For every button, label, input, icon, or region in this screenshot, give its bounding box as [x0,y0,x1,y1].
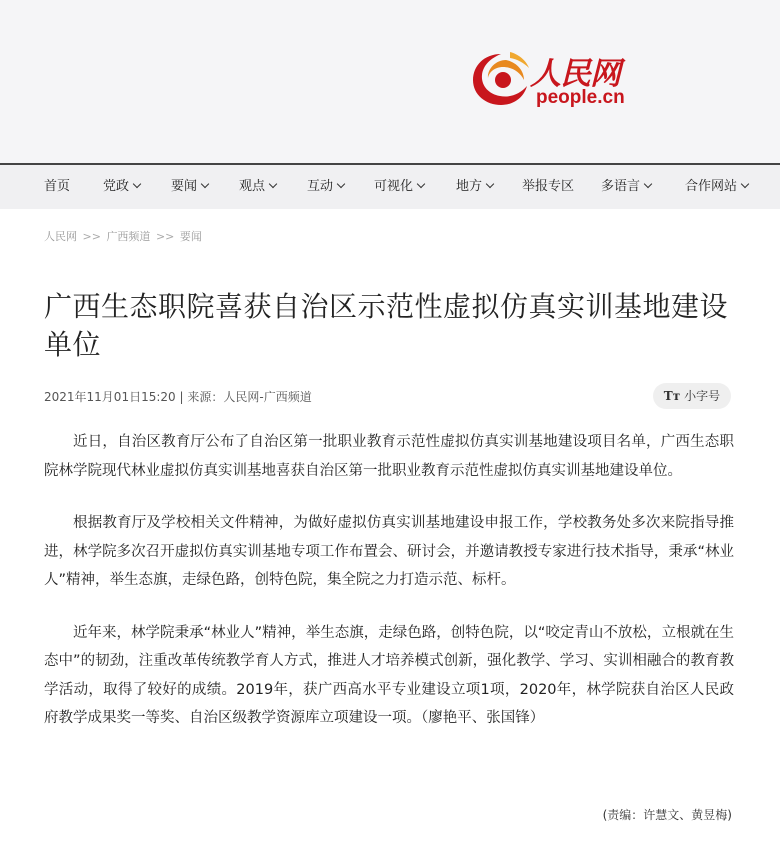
chevron-down-icon [269,180,277,188]
logo-chinese-text: 人民网 [530,56,620,92]
nav-item-party-government[interactable] [103,165,140,209]
breadcrumb-link-people[interactable]: 人民网 [44,230,77,243]
nav-item-home[interactable] [44,165,70,209]
people-cn-logo[interactable] [470,48,645,110]
nav-label: 合作网站 [685,179,738,194]
nav-item-visualization[interactable] [374,165,424,209]
article-paragraph: 根据教育厅及学校相关文件精神，为做好虚拟仿真实训基地建设申报工作，学校教务处多次来院指导推进，林学院多次召开虚拟仿真实训基地专项工作布置会、研讨会，并邀请教授专家进行技术指导，秉承“林业人”精神，举生态旗，走绿色路，创特色院，集全院之力打造示范、标杆。 [44,515,734,588]
article-editor: (责编：许慧文、黄昱梅) [602,808,732,822]
logo-english-text: people.cn [536,87,625,108]
font-size-label: 小字号 [684,389,721,403]
header-banner [0,0,780,163]
chevron-down-icon [741,180,749,188]
article-paragraph: 近年来，林学院秉承“林业人”精神，举生态旗，走绿色路，创特色院，以“咬定青山不放松，立根就在生态中”的韧劲，注重改革传统教学育人方式，推进人才培养模式创新，强化教学、学习、实训相融合的教育教学活动，取得了较好的成绩。2019年，获广西高水平专业建设立项1项，2020年，林学院获自治区人民政府教学成果奖一等奖、自治区级教学资源库立项建设一项。（廖艳平、张国锋） [44,624,734,726]
nav-item-opinion[interactable] [239,165,276,209]
main-navigation [0,163,780,209]
breadcrumb-separator: >> [155,230,175,243]
chevron-down-icon [644,180,652,188]
font-size-icon: Tт [663,389,681,403]
people-logo-mark-icon [470,50,532,108]
article-source: | 来源：人民网-广西频道 [179,390,312,404]
nav-item-local[interactable] [456,165,493,209]
breadcrumb-link-news[interactable]: 要闻 [179,230,202,243]
nav-label: 观点 [239,179,266,194]
font-size-button[interactable] [653,383,731,409]
nav-label: 首页 [44,179,71,194]
chevron-down-icon [486,180,494,188]
chevron-down-icon [133,180,141,188]
nav-item-languages[interactable] [601,165,651,209]
nav-item-partner-sites[interactable] [685,165,748,209]
nav-item-news[interactable] [171,165,208,209]
nav-label: 举报专区 [522,179,575,194]
breadcrumb [44,228,202,244]
breadcrumb-link-guangxi[interactable]: 广西频道 [106,230,151,243]
chevron-down-icon [337,180,345,188]
nav-label: 可视化 [374,179,414,194]
nav-label: 党政 [103,179,130,194]
chevron-down-icon [201,180,209,188]
article-date: 2021年11月01日15:20 [44,390,176,404]
nav-label: 互动 [307,179,334,194]
article-meta [44,388,312,405]
article-body [44,428,734,733]
nav-label: 地方 [456,179,483,194]
article-paragraph: 近日，自治区教育厅公布了自治区第一批职业教育示范性虚拟仿真实训基地建设项目名单，广西生态职院林学院现代林业虚拟仿真实训基地喜获自治区第一批职业教育示范性虚拟仿真实训基地建设单位。 [44,434,734,479]
breadcrumb-separator: >> [82,230,101,243]
nav-label: 多语言 [601,179,641,194]
nav-item-interaction[interactable] [307,165,344,209]
chevron-down-icon [417,180,425,188]
article-title: 广西生态职院喜获自治区示范性虚拟仿真实训基地建设单位 [44,290,729,361]
nav-label: 要闻 [171,179,198,194]
nav-item-report-zone[interactable] [522,165,574,209]
